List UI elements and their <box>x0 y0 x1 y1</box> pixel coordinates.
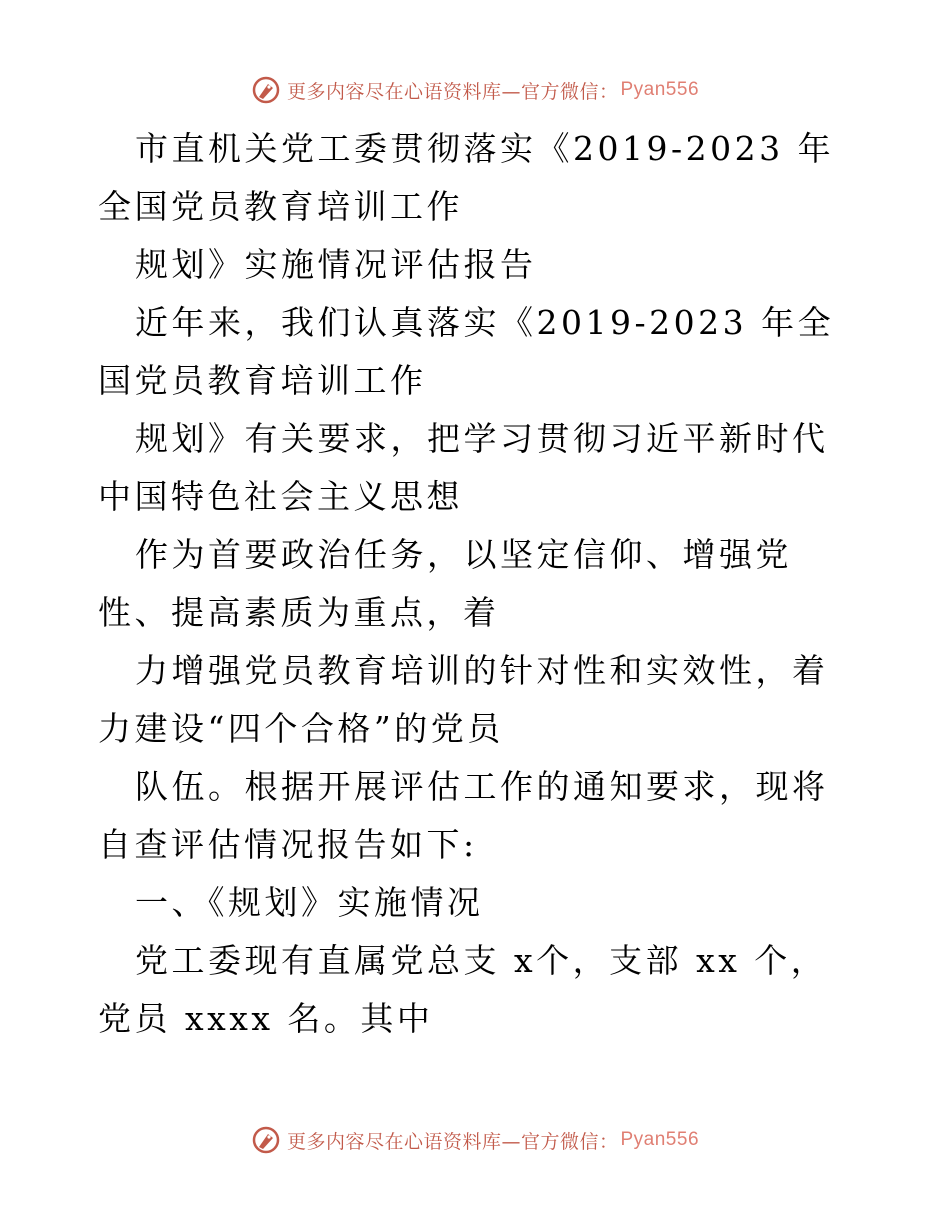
watermark-handle: Pyan556 <box>620 1129 700 1150</box>
watermark-text: 更多内容尽在心语资料库—官方微信： <box>286 1130 619 1153</box>
body-paragraph: 队伍。根据开展评估工作的通知要求，现将自查评估情况报告如下: <box>98 767 829 864</box>
watermark-handle: Pyan556 <box>620 79 700 100</box>
body-paragraph: 近年来，我们认真落实《2019-2023 年全国党员教育培训工作 <box>98 303 835 400</box>
watermark-footer <box>0 1120 950 1160</box>
body-paragraph: 规划》有关要求，把学习贯彻习近平新时代中国特色社会主义思想 <box>98 419 829 516</box>
body-paragraph: 党工委现有直属党总支 x个，支部 xx 个，党员 xxxx 名。其中 <box>98 941 828 1038</box>
pen-nib-logo-icon <box>251 1125 281 1155</box>
document-title-line-1: 市直机关党工委贯彻落实《2019-2023 年全国党员教育培训工作 <box>98 129 835 226</box>
watermark-header <box>0 70 950 110</box>
body-paragraph: 作为首要政治任务，以坚定信仰、增强党性、提高素质为重点，着 <box>98 535 792 632</box>
document-body <box>98 120 858 1048</box>
pen-nib-logo-icon <box>251 75 281 105</box>
body-paragraph: 力增强党员教育培训的针对性和实效性，着力建设“四个合格”的党员 <box>98 651 829 748</box>
section-heading: 一、《规划》实施情况 <box>135 883 484 922</box>
document-title-line-2: 规划》实施情况评估报告 <box>135 245 537 284</box>
watermark-text: 更多内容尽在心语资料库—官方微信： <box>286 80 619 103</box>
